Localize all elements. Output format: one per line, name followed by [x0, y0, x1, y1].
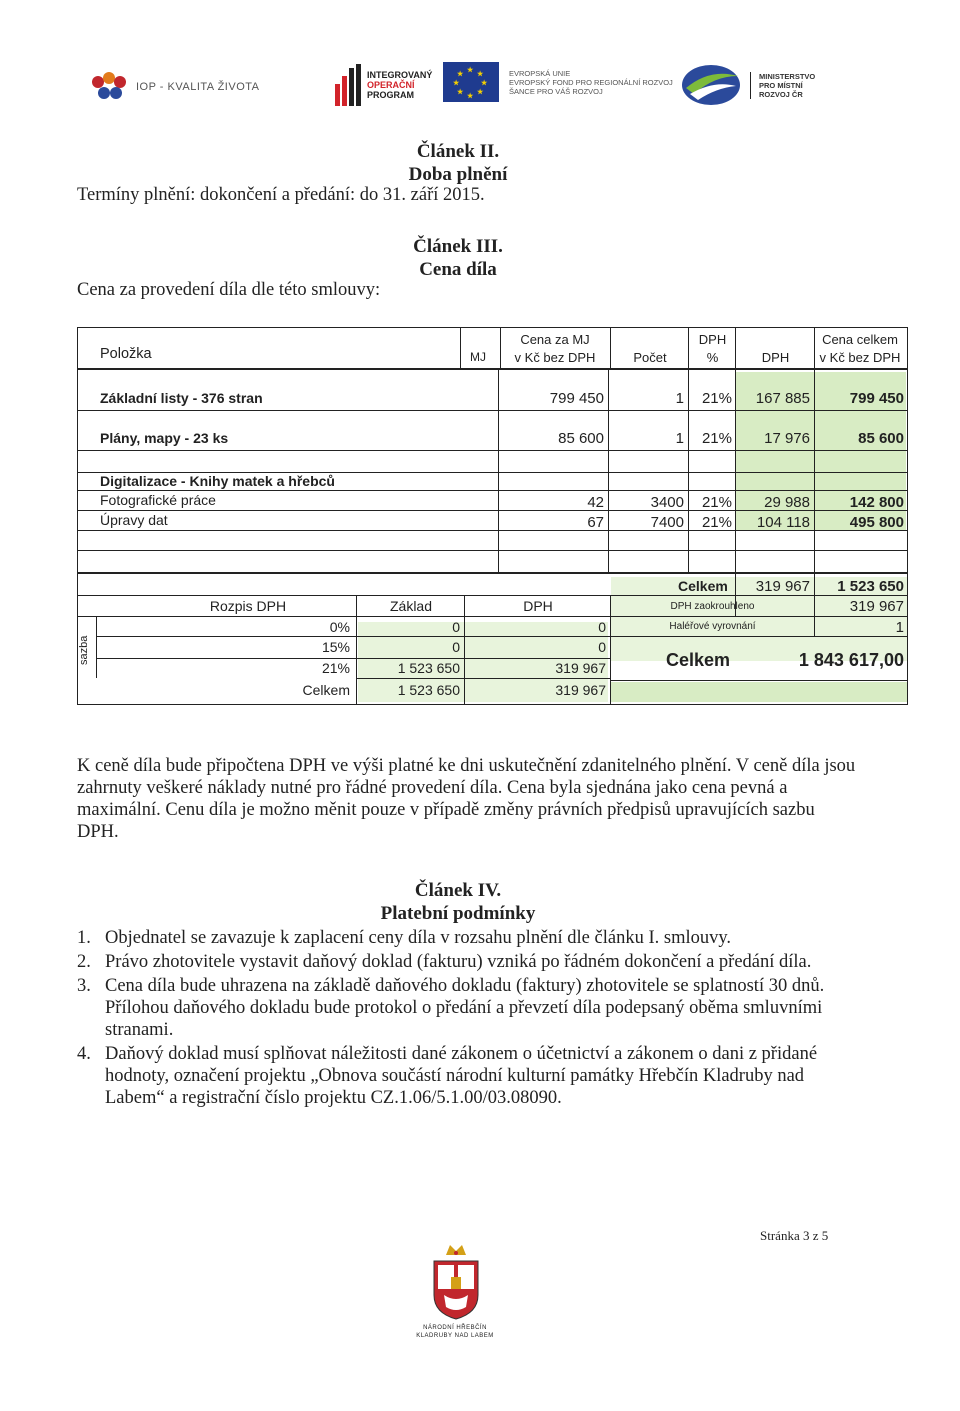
row-dph: 167 885 — [755, 390, 810, 407]
row-dph: 29 988 — [764, 494, 810, 511]
rozpis-zaklad: 1 523 650 — [397, 660, 460, 676]
mmr-swoosh-icon — [680, 62, 742, 108]
list-item: 1. Objednatel se zavazuje k zaplacení ceny díla v rozsahu plnění dle článku I. smlouvy. — [77, 928, 732, 948]
row-total: 142 800 — [849, 494, 904, 511]
eu-line-3: ŠANCE PRO VÁŠ ROZVOJ — [509, 86, 603, 96]
price-table — [77, 327, 908, 705]
col-polozka: Položka — [100, 346, 152, 362]
row-dph: 17 976 — [764, 430, 810, 447]
iop-label: IOP - KVALITA ŽIVOTA — [136, 81, 260, 93]
article-3-title: Článek III. — [413, 236, 503, 257]
row-pct: 21% — [701, 494, 732, 511]
list-item: 2. Právo zhotovitele vystavit daňový doklad (fakturu) vzniká po řádném dokončení a předání díla. — [77, 952, 812, 972]
sazba-label: sazba — [78, 635, 90, 665]
rozpis-dph: 0 — [598, 619, 606, 635]
zaokr-label: DPH zaokrouhleno — [670, 601, 755, 612]
row-name: Úpravy dat — [100, 512, 168, 528]
article-2-subtitle: Doba plnění — [408, 164, 508, 185]
row-price: 85 600 — [558, 430, 604, 447]
row-dph: 104 118 — [756, 514, 810, 531]
iop2-line-1: INTEGROVANÝ — [367, 70, 433, 80]
row-pct: 21% — [701, 514, 732, 531]
rozpis-zaklad: 0 — [452, 619, 460, 635]
iop-logo — [92, 72, 260, 102]
iop-dots-icon — [92, 72, 128, 102]
rozpis-zaklad: 1 523 650 — [397, 682, 460, 698]
row-count: 1 — [675, 430, 684, 447]
price-paragraph: K ceně díla bude připočtena DPH ve výši platné ke dni uskutečnění zdanitelného plnění. V ceně díla jsou zahrnuty veškeré náklady nutné pro řádné provedení díla. Cena byla sjednána jako cena pevná a maximální. Cenu díla je možno měnit pouze v případě změny právních předpisů upravujících sazbu DPH. — [77, 756, 856, 842]
group-label: Digitalizace - Knihy matek a hřebců — [100, 473, 335, 489]
article-4-title: Článek IV. — [414, 880, 502, 901]
eu-logo — [443, 62, 673, 102]
haler-label: Haléřové vyrovnání — [669, 621, 756, 632]
grand-label: Celkem — [666, 650, 731, 670]
article-3-text: Cena za provedení díla dle této smlouvy: — [77, 280, 381, 300]
crest-caption: NÁRODNÍ HŘEBČÍN KLADRUBY NAD LABEM — [416, 1325, 494, 1339]
rozpis-rate: 15% — [321, 639, 350, 655]
rozpis-dph: 0 — [598, 639, 606, 655]
rozpis-dph-label: DPH — [523, 598, 553, 614]
integrovany-program-logo — [335, 64, 432, 106]
row-pct: 21% — [701, 390, 732, 407]
row-count: 1 — [675, 390, 684, 407]
mmr-line-2: PRO MÍSTNÍ — [759, 80, 803, 90]
col-celkem-2: v Kč bez DPH — [819, 350, 901, 365]
col-mj: MJ — [470, 350, 486, 364]
row-price: 67 — [587, 514, 604, 531]
row-total: 85 600 — [858, 430, 904, 447]
celkem-total: 1 523 650 — [837, 578, 904, 595]
celkem-dph: 319 967 — [755, 578, 810, 595]
col-celkem-1: Cena celkem — [822, 332, 898, 347]
rozpis-rate: 21% — [321, 660, 350, 676]
payment-terms-list — [77, 927, 847, 1111]
page-number: Stránka 3 z 5 — [760, 1228, 829, 1243]
row-name: Základní listy - 376 stran — [100, 390, 263, 406]
grand-value: 1 843 617,00 — [798, 650, 904, 670]
col-cena-mj-1: Cena za MJ — [520, 332, 590, 347]
row-price: 799 450 — [549, 390, 604, 407]
col-dph: DPH — [761, 350, 790, 365]
zaokr-value: 319 967 — [849, 598, 904, 615]
rozpis-title: Rozpis DPH — [209, 598, 287, 614]
celkem-label: Celkem — [678, 578, 728, 594]
row-count: 7400 — [650, 514, 684, 531]
article-3-subtitle: Cena díla — [419, 259, 497, 280]
article-4-subtitle: Platební podmínky — [380, 903, 536, 924]
rozpis-rate: 0% — [329, 619, 350, 635]
rozpis-dph: 319 967 — [555, 682, 606, 698]
row-price: 42 — [587, 494, 604, 511]
eu-line-2: EVROPSKÝ FOND PRO REGIONÁLNÍ ROZVOJ — [509, 77, 673, 87]
row-total: 799 450 — [849, 390, 904, 407]
col-pocet: Počet — [633, 350, 667, 365]
rozpis-rate: Celkem — [302, 682, 350, 698]
row-name: Plány, mapy - 23 ks — [100, 430, 229, 446]
iop2-line-3: PROGRAM — [367, 90, 414, 100]
rozpis-zaklad: 0 — [452, 639, 460, 655]
row-pct: 21% — [701, 430, 732, 447]
list-item: 4. Daňový doklad musí splňovat náležitosti dané zákonem o účetnictví a zákonem o dani z přidané hodnoty, označení projektu „Obnova součástí národní kulturní památky Hřebčín Kladruby nad Labem“ a registrační číslo projektu CZ.1.06/5.1.00/03.08090. — [77, 1044, 818, 1108]
eu-line-1: EVROPSKÁ UNIE — [509, 68, 571, 78]
row-name: Fotografické práce — [100, 492, 216, 508]
article-2-title: Článek II. — [416, 141, 500, 162]
mmr-line-3: ROZVOJ ČR — [759, 89, 803, 99]
col-dph-pct-2: % — [706, 350, 719, 365]
rozpis-zaklad-label: Základ — [389, 598, 433, 614]
haler-value: 1 — [895, 619, 904, 636]
list-item: 3. Cena díla bude uhrazena na základě daňového dokladu (faktury) zhotovitele se splatností 30 dnů. Přílohou daňového dokladu bude protokol o předání a převzetí díla podepsaný oběma smluvními stranami. — [77, 976, 825, 1040]
eu-flag-icon: ★ ★ ★ ★ ★ ★ ★ ★ — [443, 62, 499, 102]
bars-icon — [335, 64, 361, 106]
mmr-line-1: MINISTERSTVO — [759, 71, 816, 81]
crest-icon — [426, 1243, 486, 1323]
col-cena-mj-2: v Kč bez DPH — [514, 350, 596, 365]
rozpis-dph: 319 967 — [555, 660, 606, 676]
iop2-line-2: OPERAČNÍ — [367, 80, 415, 90]
row-total: 495 800 — [849, 514, 904, 531]
row-count: 3400 — [650, 494, 684, 511]
mmr-logo — [680, 62, 815, 108]
article-2-text: Termíny plnění: dokončení a předání: do 31. září 2015. — [77, 185, 485, 205]
col-dph-pct-1: DPH — [698, 332, 727, 347]
